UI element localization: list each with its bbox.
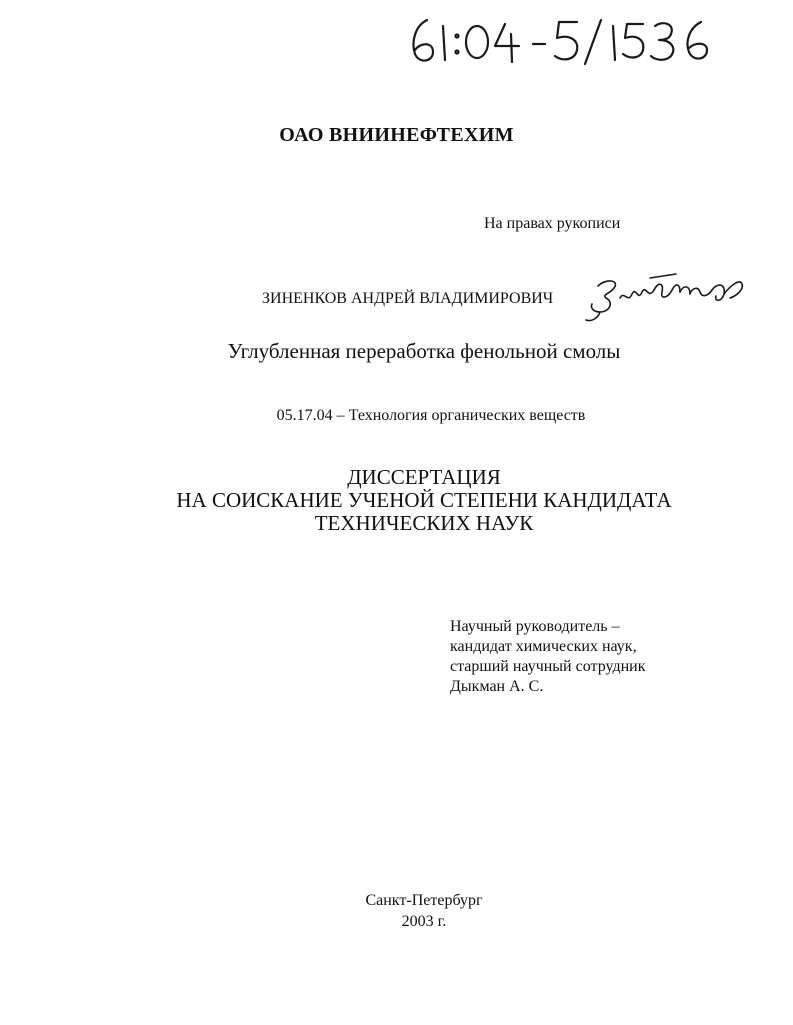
city: Санкт-Петербург — [365, 892, 483, 909]
handwritten-archive-number — [405, 12, 715, 72]
author-signature — [580, 268, 750, 326]
dissertation-heading-line: НА СОИСКАНИЕ УЧЕНОЙ СТЕПЕНИ КАНДИДАТА — [176, 488, 672, 512]
author-name: ЗИНЕНКОВ АНДРЕЙ ВЛАДИМИРОВИЧ — [262, 290, 554, 307]
supervisor-block — [450, 617, 646, 697]
organization-name: ОАО ВНИИНЕФТЕХИМ — [279, 124, 514, 146]
supervisor-line: кандидат химических наук, — [450, 638, 637, 655]
dissertation-heading-line: ТЕХНИЧЕСКИХ НАУК — [314, 511, 534, 535]
dissertation-heading — [0, 466, 793, 535]
supervisor-line: Научный руководитель – — [450, 618, 620, 635]
specialty-code: 05.17.04 – Технология органических веществ — [276, 407, 586, 424]
supervisor-line: старший научный сотрудник — [450, 658, 646, 675]
place-and-year — [0, 890, 793, 932]
dissertation-heading-line: ДИССЕРТАЦИЯ — [347, 465, 501, 489]
year: 2003 г. — [401, 913, 447, 930]
supervisor-name: Дыкман А. С. — [450, 678, 544, 695]
dissertation-title: Углубленная переработка фенольной смолы — [227, 339, 621, 363]
manuscript-rights-note: На правах рукописи — [484, 215, 621, 232]
